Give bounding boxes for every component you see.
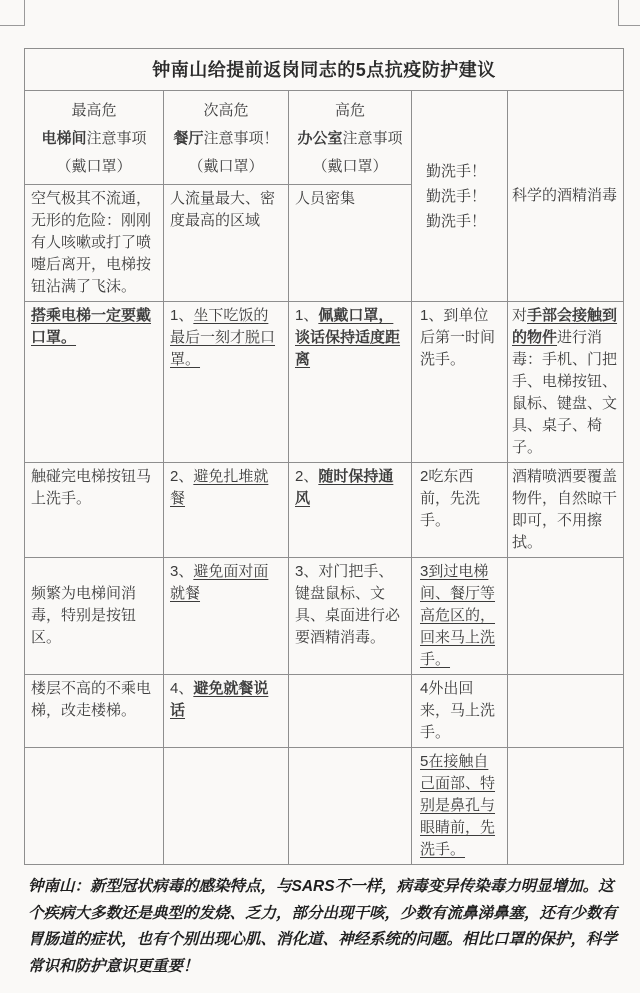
- cell-elevator-tip3: 频繁为电梯间消毒，特别是按钮区。: [25, 558, 164, 675]
- cropped-table-corner-left: [0, 0, 25, 26]
- cell-elevator-tip5: [25, 748, 164, 865]
- place-label: 餐厅: [173, 130, 204, 147]
- note-suffix: 注意事项: [342, 130, 403, 147]
- header-canteen: [164, 91, 289, 185]
- cell-canteen-tip3: 3、避免面对面就餐: [164, 558, 289, 675]
- header-alcohol-disinfection: [508, 91, 624, 302]
- mask-reminder: （戴口罩）: [56, 158, 132, 175]
- header-elevator: [25, 91, 164, 185]
- cell-office-tip5: [289, 748, 412, 865]
- cell-elevator-tip4: 楼层不高的不乘电梯，改走楼梯。: [25, 675, 164, 748]
- cell-wash-tip2: 2吃东西前，先洗手。: [412, 463, 508, 558]
- header-office: [289, 91, 412, 185]
- cell-alcohol-tip2: 酒精喷洒要覆盖物件，自然晾干即可，不用擦拭。: [508, 463, 624, 558]
- cell-wash-tip1: 1、到单位后第一时间洗手。: [412, 302, 508, 463]
- cell-elevator-tip1: 搭乘电梯一定要戴口罩。: [25, 302, 164, 463]
- cell-office-tip2: 2、随时保持通风: [289, 463, 412, 558]
- cell-office-tip4: [289, 675, 412, 748]
- place-note-line: [31, 125, 157, 153]
- cell-alcohol-tip5: [508, 748, 624, 865]
- cell-alcohol-tip1: 对手部会接触到的物件进行消毒：手机、门把手、电梯按钮、鼠标、键盘、文具、桌子、椅子。: [508, 302, 624, 463]
- mask-reminder: （戴口罩）: [312, 158, 388, 175]
- risk-level-label: 最高危: [71, 102, 117, 119]
- place-note-line: [295, 125, 405, 153]
- place-label: 电梯间: [41, 130, 87, 147]
- cell-wash-tip4: 4外出回来，马上洗手。: [412, 675, 508, 748]
- alcohol-label: 科学的酒精消毒: [512, 187, 618, 204]
- wash-hands-line: 勤洗手！: [426, 212, 487, 230]
- header-wash-hands: [412, 91, 508, 302]
- cropped-table-corner-right: [618, 0, 640, 26]
- place-label: 办公室: [297, 130, 343, 147]
- cell-office-tip3: 3、对门把手、键盘鼠标、文具、桌面进行必要酒精消毒。: [289, 558, 412, 675]
- cell-canteen-tip2: 2、避免扎堆就餐: [164, 463, 289, 558]
- footer-note: 钟南山：新型冠状病毒的感染特点，与SARS不一样，病毒变异传染毒力明显增加。这个疾病大多数还是典型的发烧、乏力，部分出现干咳，少数有流鼻涕鼻塞，还有少数有胃肠道的症状，也有个别出现心肌、消化道、神经系统的问题。相比口罩的保护，科学常识和防护意识更重要！: [28, 878, 618, 975]
- risk-level-label: 次高危: [203, 102, 249, 119]
- cell-elevator-risk-desc: 空气极其不流通，无形的危险：刚刚有人咳嗽或打了喷嚏后离开，电梯按钮沾满了飞沫。: [25, 185, 164, 302]
- cell-office-tip1: 1、佩戴口罩，谈话保持适度距离: [289, 302, 412, 463]
- cell-wash-tip3: 3到过电梯间、餐厅等高危区的，回来马上洗手。: [412, 558, 508, 675]
- wash-hands-line: 勤洗手！: [426, 162, 487, 180]
- cell-canteen-tip4: 4、避免就餐说话: [164, 675, 289, 748]
- cell-canteen-tip5: [164, 748, 289, 865]
- cell-wash-tip5: 5在接触自己面部、特别是鼻孔与眼睛前，先洗手。: [412, 748, 508, 865]
- table-title: 钟南山给提前返岗同志的5点抗疫防护建议: [25, 49, 624, 91]
- note-suffix: 注意事项！: [203, 130, 279, 147]
- cell-canteen-tip1: 1、坐下吃饭的最后一刻才脱口罩。: [164, 302, 289, 463]
- note-suffix: 注意事项: [86, 130, 147, 147]
- cell-canteen-risk-desc: 人流量最大、密度最高的区域: [164, 185, 289, 302]
- cell-alcohol-tip4: [508, 675, 624, 748]
- risk-level-label: 高危: [334, 102, 365, 119]
- wash-hands-line: 勤洗手！: [426, 187, 487, 205]
- cell-alcohol-tip3: [508, 558, 624, 675]
- cell-elevator-tip2: 触碰完电梯按钮马上洗手。: [25, 463, 164, 558]
- mask-reminder: （戴口罩）: [188, 158, 264, 175]
- advice-table: [24, 48, 624, 865]
- cell-office-risk-desc: 人员密集: [289, 185, 412, 302]
- place-note-line: [170, 125, 282, 153]
